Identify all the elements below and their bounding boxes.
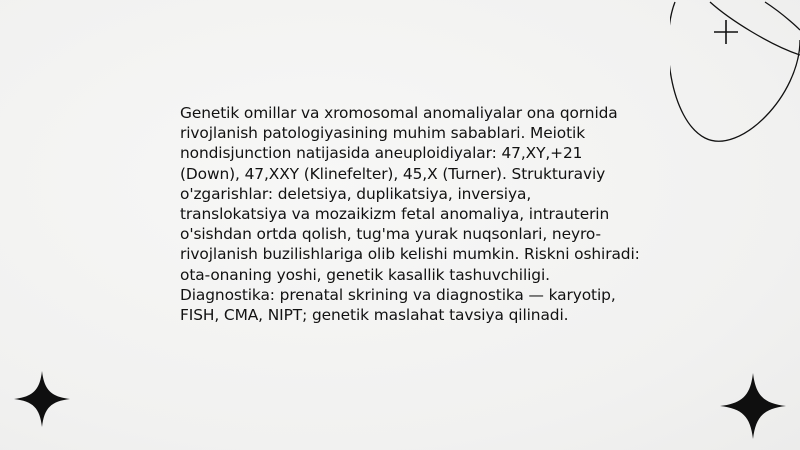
slide-body-text: Genetik omillar va xromosomal anomaliyalar ona qornida rivojlanish patologiyasining muhim sabablari. Meiotik nondisjunction natijasida aneuploidiyalar: 47,XY,+21 (Down), 47,XXY (Klinefelter), 45,X (Turner). Strukturaviy o'zgarishlar: deletsiya, duplikatsiya, inversiya, translokatsiya va mozaikizm fetal anomaliya, intrauterin o'sishdan ortda qolish, tug'ma yurak nuqsonlari, neyro-rivojlanish buzilishlariga olib kelishi mumkin. Riskni oshiradi: ota-onaning yoshi, genetik kasallik tashuvchiligi. Diagnostika: prenatal skrining va diagnostika — karyotip, FISH, CMA, NIPT; genetik maslahat tavsiya qilinadi.	[180, 104, 640, 325]
four-point-star-icon	[720, 373, 786, 439]
orbit-sparkle-icon	[670, 0, 800, 150]
four-point-star-icon	[14, 371, 70, 427]
